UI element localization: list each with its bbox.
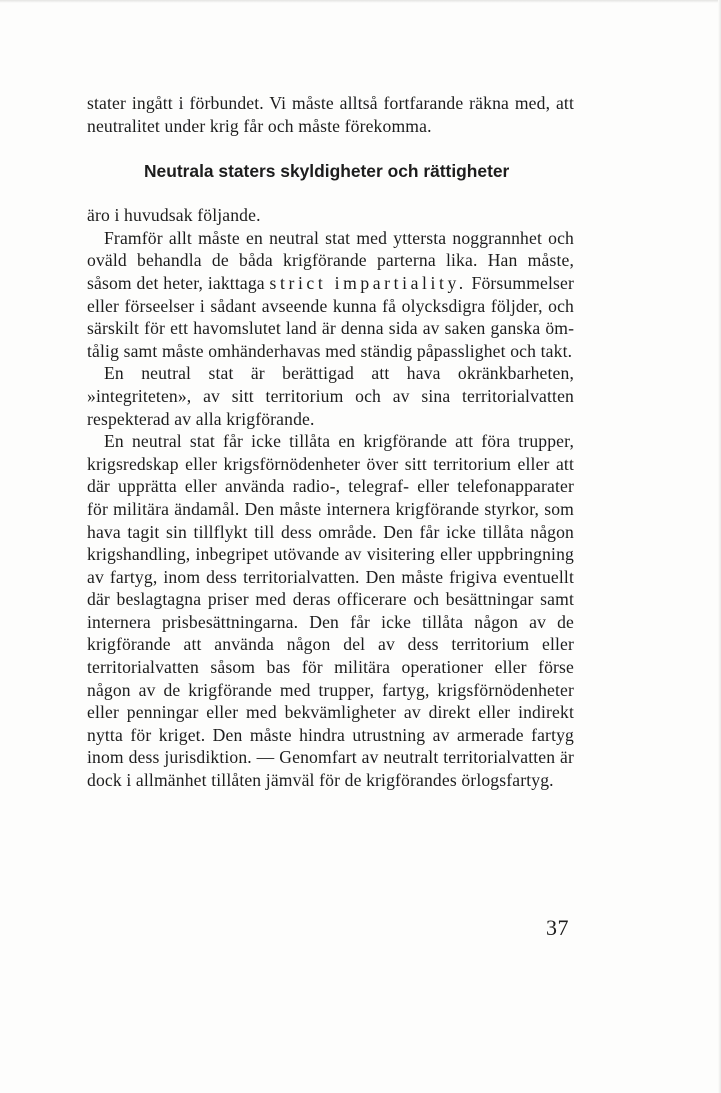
paragraph-2 (87, 227, 574, 363)
paragraph-2-text-after: Försummelser eller förseelser i sådant avseende kunna få olycksdigra följder, och särskilt för ett havomslutet land är denna sida av saken ganska ömtålig samt måste omhänderhavas med ständig påpasslighet och takt. (87, 272, 575, 361)
body-text (87, 92, 574, 792)
intro-paragraph: stater ingått i förbundet. Vi måste alltså fortfarande räkna med, att neutralitet under krig får och måste förekomma. (87, 93, 574, 136)
section-heading: Neutrala staters skyldigheter och rättigheter (144, 161, 510, 182)
page-number: 37 (546, 915, 569, 940)
spaced-emphasis-phrase: strict impartiality. (269, 272, 467, 293)
page-top-edge (0, 0, 721, 3)
paragraph-3: En neutral stat är berättigad att hava okränkbarheten, »integriteten», av sitt territorium och av sina territorialvatten respekterad av alla krigförande. (87, 363, 574, 429)
paragraph-4: En neutral stat får icke tillåta en krigförande att föra trupper, krigsredskap eller krigsförnödenheter över sitt territorium eller att där upprätta eller använda radio-, telegraf- eller telefonapparater för militära ändamål. Den måste internera krigförande styrkor, som hava tagit sin tillflykt till dess område. Den får icke tillåta någon krigshandling, inbegripet utövande av visitering eller uppbringning av fartyg, inom dess territorialvatten. Den måste frigiva eventuellt där beslagtagna priser med deras officerare och besättningar samt internera prisbesättningarna. Den får icke tillåta någon av de krigförande att använda någon del av dess territorium eller territorialvatten såsom bas för militära operationer eller förse någon av de krigförande med trupper, fartyg, krigsförnödenheter eller penningar eller med bekvämligheter av direkt eller indirekt nytta för kriget. Den måste hindra utrustning av armerade fartyg inom dess jurisdiktion. — Genomfart av neutralt territorialvatten är dock i allmänhet tillåten jämväl för de krigförandes örlogsfartyg. (87, 431, 574, 791)
paragraph-2-text-before: Framför allt måste en neutral stat med yttersta noggrannhet och oväld behandla de båda krigförande parterna lika. Han måste, såsom det heter, iakttaga (87, 227, 574, 293)
paragraph-1: äro i huvudsak följande. (87, 205, 261, 226)
